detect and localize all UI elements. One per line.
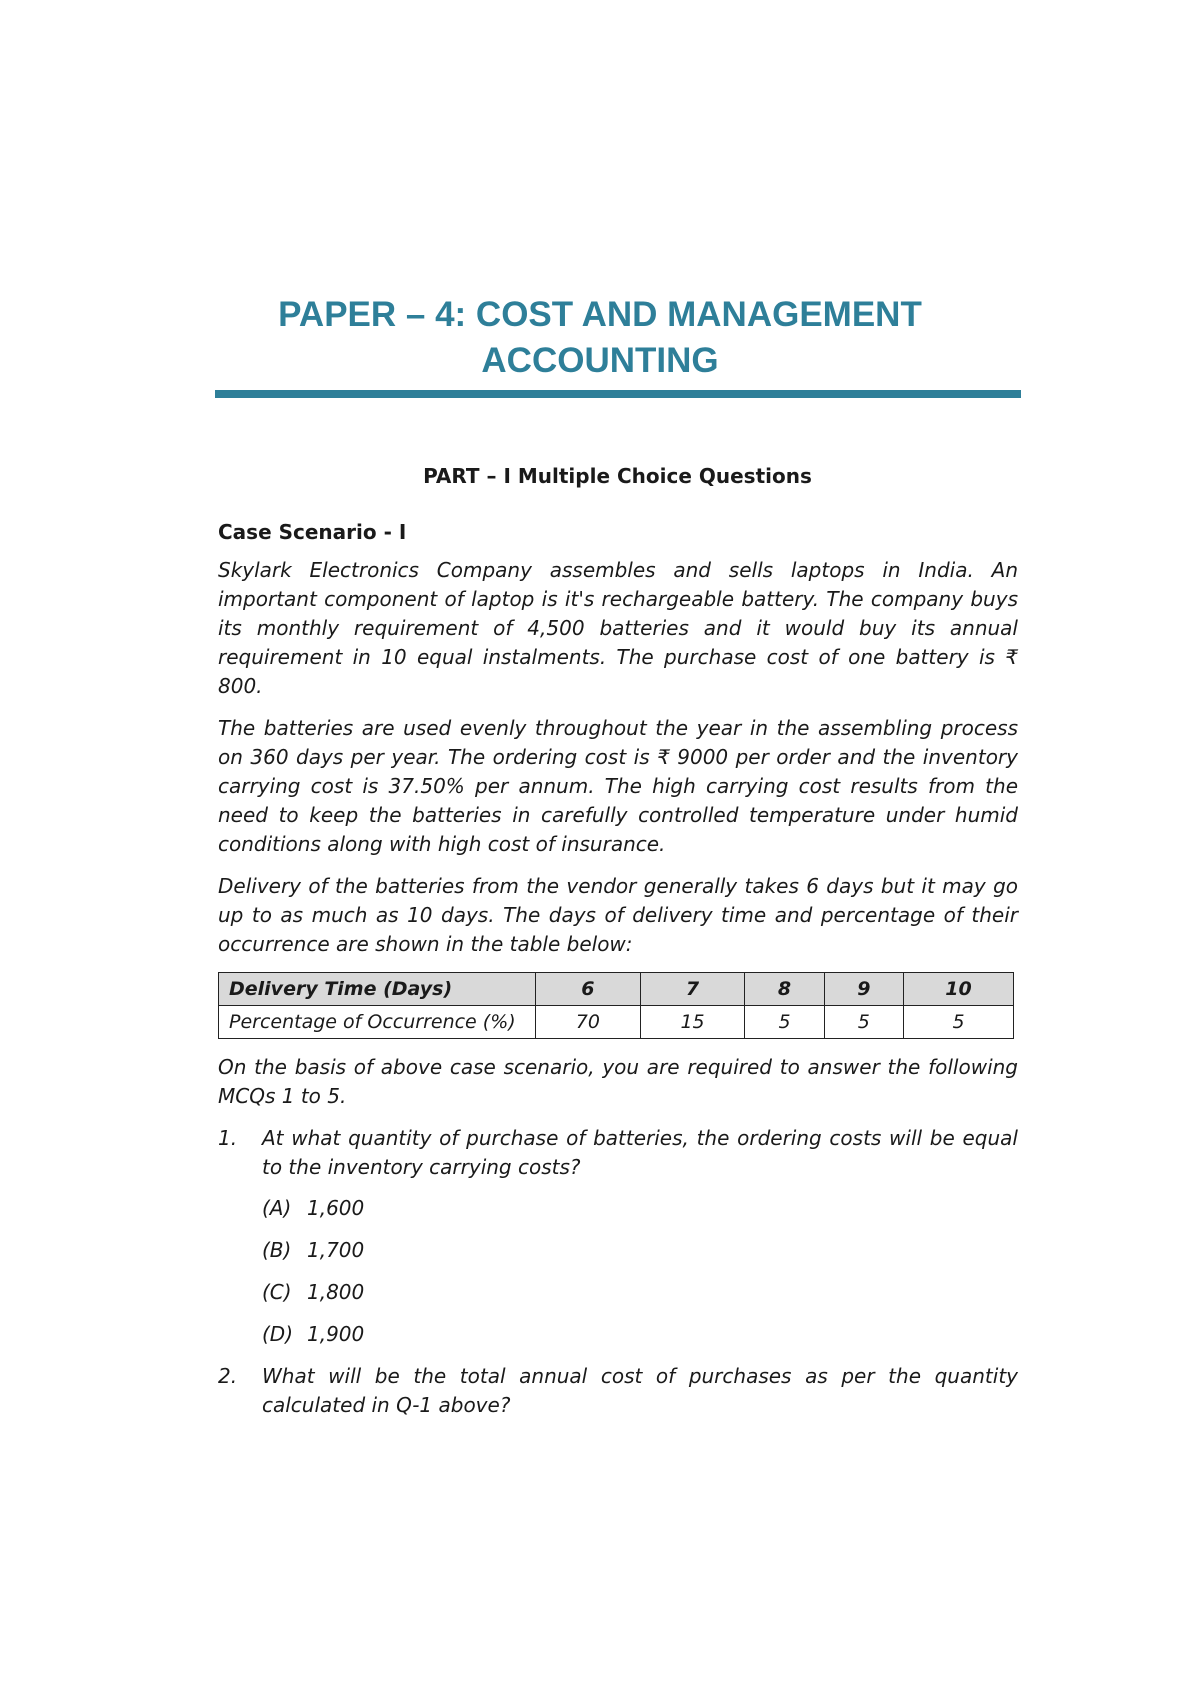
question-number: 2. bbox=[218, 1364, 238, 1388]
table-cell: 15 bbox=[640, 1006, 745, 1039]
table-header-cell: 9 bbox=[824, 973, 903, 1006]
question-1 bbox=[218, 1124, 1018, 1182]
case-paragraph-1: Skylark Electronics Company assembles and sells laptops in India. An important component of laptop is it's rechargeable battery. The company buys its monthly requirement of 4,500 batteries and it would buy its annual requirement in 10 equal instalments. The purchase cost of one battery is ₹ 800. bbox=[218, 558, 1018, 698]
option-letter: (C) bbox=[262, 1280, 292, 1304]
case-paragraph-3: Delivery of the batteries from the vendor generally takes 6 days but it may go up to as much as 10 days. The days of delivery time and percentage of their occurrence are shown in the table below: bbox=[218, 874, 1018, 956]
option-letter: (B) bbox=[262, 1238, 292, 1262]
option-value: 1,700 bbox=[307, 1238, 365, 1262]
option-value: 1,600 bbox=[307, 1196, 365, 1220]
paper-title-line-1: PAPER – 4: COST AND MANAGEMENT bbox=[278, 295, 922, 334]
table-cell: 5 bbox=[824, 1006, 903, 1039]
option-c bbox=[262, 1278, 1018, 1306]
option-letter: (D) bbox=[262, 1322, 294, 1346]
title-underline-rule bbox=[215, 390, 1021, 398]
question-number: 1. bbox=[218, 1126, 238, 1150]
option-value: 1,900 bbox=[307, 1322, 365, 1346]
table-header-cell: 6 bbox=[536, 973, 641, 1006]
table-cell: 5 bbox=[745, 1006, 824, 1039]
case-scenario-heading: Case Scenario - I bbox=[218, 520, 407, 544]
table-cell: 70 bbox=[536, 1006, 641, 1039]
case-paragraph-2: The batteries are used evenly throughout the year in the assembling process on 360 days per year. The ordering cost is ₹ 9000 per order and the inventory carrying cost is 37.50% per annum. The high carrying cost results from the need to keep the batteries in carefully controlled temperature under humid conditions along with high cost of insurance. bbox=[218, 716, 1018, 856]
paper-title-line-2: ACCOUNTING bbox=[481, 341, 719, 380]
option-letter: (A) bbox=[262, 1196, 292, 1220]
table-cell: Percentage of Occurrence (%) bbox=[219, 1006, 536, 1039]
table-header-cell: 8 bbox=[745, 973, 824, 1006]
question-text: What will be the total annual cost of purchases as per the quantity calculated in Q-1 above? bbox=[262, 1364, 1018, 1417]
question-2 bbox=[218, 1362, 1018, 1420]
table-header-cell: 10 bbox=[904, 973, 1014, 1006]
table-header-cell: Delivery Time (Days) bbox=[219, 973, 536, 1006]
delivery-time-table bbox=[218, 972, 1014, 1039]
case-content bbox=[218, 520, 1018, 1432]
option-b bbox=[262, 1236, 1018, 1264]
table-header-row bbox=[219, 973, 1014, 1006]
part-heading: PART – I Multiple Choice Questions bbox=[423, 464, 812, 488]
option-a bbox=[262, 1194, 1018, 1222]
paper-title bbox=[200, 292, 1000, 384]
table-cell: 5 bbox=[904, 1006, 1014, 1039]
option-value: 1,800 bbox=[307, 1280, 365, 1304]
question-text: At what quantity of purchase of batteries, the ordering costs will be equal to the inventory carrying costs? bbox=[262, 1126, 1018, 1179]
option-d bbox=[262, 1320, 1018, 1348]
instructions-paragraph: On the basis of above case scenario, you are required to answer the following MCQs 1 to 5. bbox=[218, 1055, 1018, 1108]
table-row bbox=[219, 1006, 1014, 1039]
table-header-cell: 7 bbox=[640, 973, 745, 1006]
